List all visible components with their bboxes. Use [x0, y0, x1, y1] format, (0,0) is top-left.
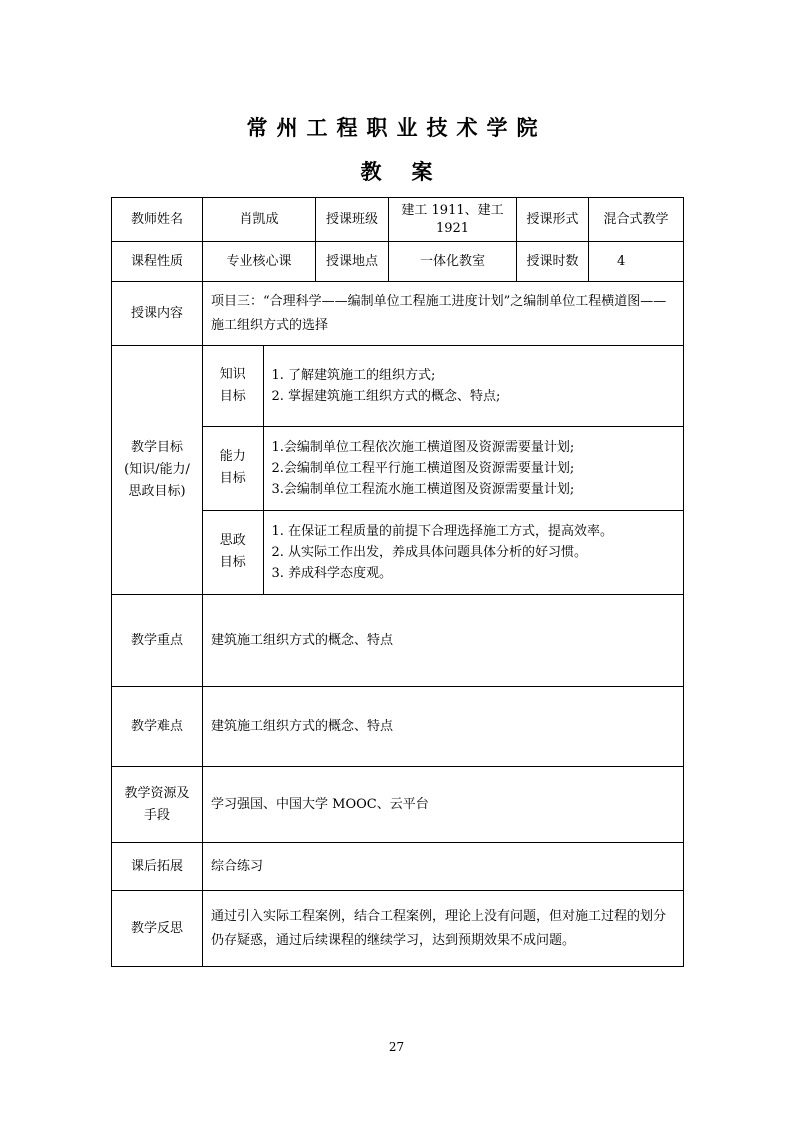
ability-goal-item: 3.会编制单位工程流水施工横道图及资源需要量计划;: [271, 481, 575, 497]
teacher-label: 教师姓名: [112, 198, 203, 242]
ideology-goal-row: [203, 510, 683, 594]
ideology-goal-label-1: 思政: [219, 533, 246, 549]
reflection-label: 教学反思: [112, 891, 203, 967]
ideology-goal-item: 3. 养成科学态度观。: [271, 565, 393, 581]
ideology-goal-item: 2. 从实际工作出发，养成具体问题具体分析的好习惯。: [271, 544, 588, 560]
hours-value: 4: [589, 242, 684, 282]
resources-label: [112, 767, 203, 843]
key-points-row: [112, 595, 684, 687]
extension-text: 综合练习: [203, 843, 684, 891]
reflection-text: 通过引入实际工程案例，结合工程案例，理论上没有问题，但对施工过程的划分仍存疑惑，通过后续课程的继续学习，达到预期效果不成问题。: [203, 891, 684, 967]
key-points-label: 教学重点: [112, 595, 203, 687]
knowledge-goal-list: [263, 346, 683, 426]
goals-label-line2: (知识/能力/: [124, 462, 190, 477]
content-row: [112, 282, 684, 346]
difficulties-row: [112, 687, 684, 767]
key-points-text: 建筑施工组织方式的概念、特点: [203, 595, 684, 687]
class-label: 授课班级: [316, 198, 389, 242]
knowledge-goal-item: 2. 掌握建筑施工组织方式的概念、特点;: [271, 388, 501, 404]
ideology-goal-label: [203, 510, 263, 594]
ability-goal-row: [203, 426, 683, 510]
difficulties-label: 教学难点: [112, 687, 203, 767]
info-row-2: [112, 242, 684, 282]
knowledge-goal-label-1: 知识: [219, 366, 246, 382]
resources-row: [112, 767, 684, 843]
class-value-line2: 1921: [435, 220, 470, 236]
lesson-plan-table: [111, 197, 684, 967]
info-row-1: [112, 198, 684, 242]
knowledge-goal-row: [203, 346, 683, 426]
extension-row: [112, 843, 684, 891]
content-text: 项目三：“合理科学——编制单位工程施工进度计划”之编制单位工程横道图——施工组织方式的选择: [203, 282, 684, 346]
ideology-goal-item: 1. 在保证工程质量的前提下合理选择施工方式，提高效率。: [271, 523, 614, 539]
goals-inner-table: [203, 346, 683, 594]
class-value-line1: 建工 1911、建工: [401, 202, 504, 218]
hours-label: 授课时数: [517, 242, 589, 282]
document-type-title: 教案: [360, 160, 463, 184]
teacher-value: 肖凯成: [203, 198, 316, 242]
ability-goal-list: [263, 426, 683, 510]
nature-value: 专业核心课: [203, 242, 316, 282]
resources-label-line2: 手段: [143, 807, 170, 823]
goals-row: [112, 346, 684, 595]
ideology-goal-list: [263, 510, 683, 594]
form-label: 授课形式: [517, 198, 589, 242]
ability-goal-label-1: 能力: [219, 449, 246, 464]
goals-label-line1: 教学目标: [130, 440, 183, 455]
resources-label-line1: 教学资源及: [124, 785, 190, 801]
knowledge-goal-item: 1. 了解建筑施工的组织方式;: [271, 367, 436, 383]
knowledge-goal-label-2: 目标: [219, 388, 246, 404]
place-value: 一体化教室: [389, 242, 517, 282]
ideology-goal-label-2: 目标: [219, 555, 246, 571]
extension-label: 课后拓展: [112, 843, 203, 891]
goals-label: [112, 346, 203, 595]
goals-label-line3: 思政目标): [128, 484, 186, 499]
ability-goal-label-2: 目标: [219, 471, 246, 486]
place-label: 授课地点: [316, 242, 389, 282]
nature-label: 课程性质: [112, 242, 203, 282]
goals-detail-cell: [203, 346, 684, 595]
resources-text: 学习强国、中国大学 MOOC、云平台: [203, 767, 684, 843]
reflection-row: [112, 891, 684, 967]
ability-goal-item: 1.会编制单位工程依次施工横道图及资源需要量计划;: [271, 439, 575, 455]
ability-goal-item: 2.会编制单位工程平行施工横道图及资源需要量计划;: [271, 460, 575, 476]
ability-goal-label: [203, 426, 263, 510]
class-value: [389, 198, 517, 242]
content-label: 授课内容: [112, 282, 203, 346]
knowledge-goal-label: [203, 346, 263, 426]
difficulties-text: 建筑施工组织方式的概念、特点: [203, 687, 684, 767]
page-number: 27: [388, 1040, 405, 1054]
form-value: 混合式教学: [589, 198, 684, 242]
school-title: 常州工程职业技术学院: [246, 116, 547, 140]
